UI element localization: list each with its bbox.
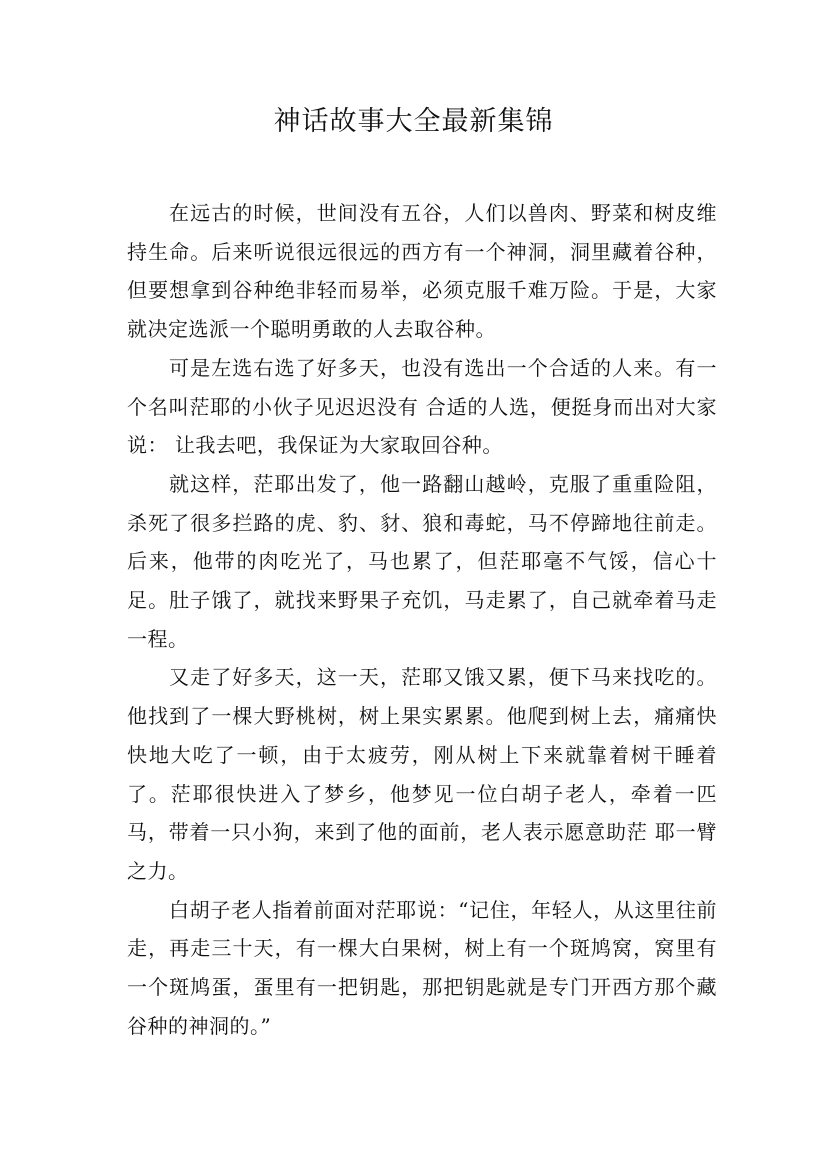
document-body bbox=[127, 194, 717, 1045]
paragraph-4: 又走了好多天，这一天，茫耶又饿又累，便下马来找吃的。他找到了一棵大野桃树，树上果实累累。他爬到树上去，痛痛快快地大吃了一顿，由于太疲劳，刚从树上下来就靠着树干睡着了。茫耶很快进入了梦乡，他梦见一位白胡子老人，牵着一匹马，带着一只小狗，来到了他的面前，老人表示愿意助茫 耶一臂之力。 bbox=[127, 665, 717, 883]
paragraph-2: 可是左选右选了好多天，也没有选出一个合适的人来。有一个名叫茫耶的小伙子见迟迟没有 合适的人选，便挺身而出对大家说： 让我去吧，我保证为大家取回谷种。 bbox=[127, 355, 717, 458]
paragraph-3: 就这样，茫耶出发了，他一路翻山越岭，克服了重重险阻，杀死了很多拦路的虎、豹、豺、狼和毒蛇，马不停蹄地往前走。后来，他带的肉吃光了，马也累了，但茫耶毫不气馁，信心十足。肚子饿了，就找来野果子充饥，马走累了，自己就牵着马走一程。 bbox=[127, 471, 717, 651]
document-title: 神话故事大全最新集锦 bbox=[273, 106, 554, 137]
paragraph-1: 在远古的时候，世间没有五谷，人们以兽肉、野菜和树皮维持生命。后来听说很远很远的西方有一个神洞，洞里藏着谷种，但要想拿到谷种绝非轻而易举，必须克服千难万险。于是，大家就决定选派一个聪明勇敢的人去取谷种。 bbox=[127, 201, 717, 342]
paragraph-5: 白胡子老人指着前面对茫耶说：“记住，年轻人，从这里往前走，再走三十天，有一棵大白果树，树上有一个斑鸠窝，窝里有一个斑鸠蛋，蛋里有一把钥匙，那把钥匙就是专门开西方那个藏谷种的神洞的。” bbox=[127, 897, 717, 1038]
